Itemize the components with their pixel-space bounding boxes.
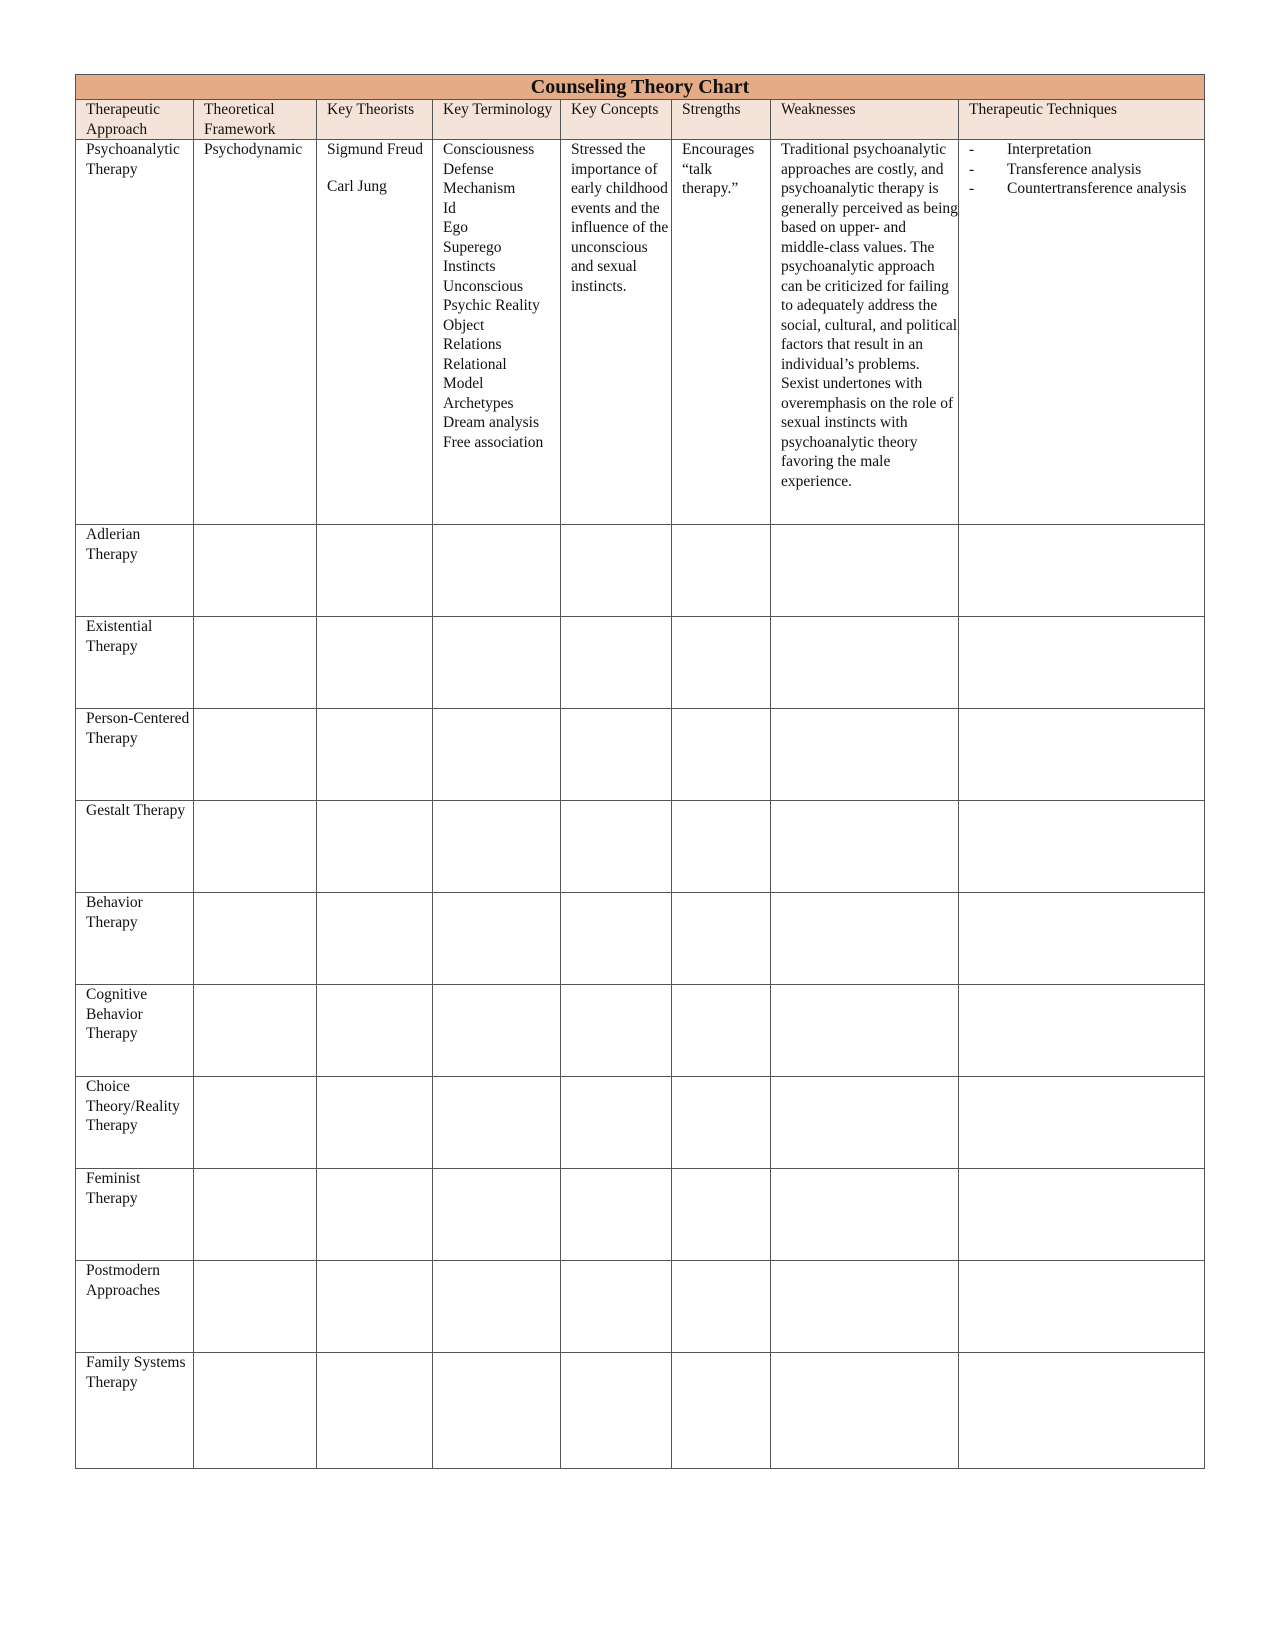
terminology-list: Consciousness Defense Mechanism Id Ego Superego Instincts Unconscious Psychic Reality Object Relations Relational Model Archetypes Dream analysis Free association: [443, 141, 544, 451]
empty-cell[interactable]: [959, 985, 1205, 1077]
header-therapeutic-techniques: Therapeutic Techniques: [959, 100, 1205, 140]
empty-cell[interactable]: [317, 709, 433, 801]
empty-cell[interactable]: [317, 617, 433, 709]
empty-cell[interactable]: [561, 617, 672, 709]
empty-cell[interactable]: [959, 893, 1205, 985]
empty-cell[interactable]: [194, 1353, 317, 1469]
approach-cell: Person-Centered Therapy: [76, 709, 194, 801]
empty-cell[interactable]: [771, 985, 959, 1077]
empty-cell[interactable]: [317, 985, 433, 1077]
empty-cell[interactable]: [194, 1077, 317, 1169]
table-row: [76, 801, 1205, 893]
framework-cell: Psychodynamic: [194, 140, 317, 525]
table-row: [76, 1353, 1205, 1469]
approach-cell: Gestalt Therapy: [76, 801, 194, 893]
empty-cell[interactable]: [433, 1077, 561, 1169]
empty-cell[interactable]: [672, 525, 771, 617]
empty-cell[interactable]: [433, 1169, 561, 1261]
approach-cell: Existential Therapy: [76, 617, 194, 709]
empty-cell[interactable]: [194, 893, 317, 985]
header-key-theorists: Key Theorists: [317, 100, 433, 140]
header-therapeutic-approach: Therapeutic Approach: [76, 100, 194, 140]
empty-cell[interactable]: [194, 985, 317, 1077]
empty-cell[interactable]: [317, 1261, 433, 1353]
table-title: Counseling Theory Chart: [76, 75, 1205, 100]
empty-cell[interactable]: [672, 1261, 771, 1353]
empty-cell[interactable]: [433, 1353, 561, 1469]
empty-cell[interactable]: [771, 709, 959, 801]
techniques-cell: [959, 140, 1205, 525]
empty-cell[interactable]: [672, 617, 771, 709]
empty-cell[interactable]: [771, 893, 959, 985]
table-row: [76, 140, 1205, 525]
empty-cell[interactable]: [959, 1169, 1205, 1261]
empty-cell[interactable]: [561, 893, 672, 985]
concepts-cell: Stressed the importance of early childhood events and the influence of the unconscious and sexual instincts.: [561, 140, 672, 525]
technique-item: - Countertransference analysis: [969, 179, 1204, 199]
empty-cell[interactable]: [771, 617, 959, 709]
approach-cell: Family Systems Therapy: [76, 1353, 194, 1469]
empty-cell[interactable]: [317, 893, 433, 985]
empty-cell[interactable]: [771, 1169, 959, 1261]
approach-cell: Postmodern Approaches: [76, 1261, 194, 1353]
empty-cell[interactable]: [317, 1169, 433, 1261]
header-weaknesses: Weaknesses: [771, 100, 959, 140]
approach-cell: Adlerian Therapy: [76, 525, 194, 617]
technique-item: - Transference analysis: [969, 160, 1204, 180]
empty-cell[interactable]: [561, 1261, 672, 1353]
empty-cell[interactable]: [433, 1261, 561, 1353]
empty-cell[interactable]: [194, 709, 317, 801]
weaknesses-cell: Traditional psychoanalytic approaches are costly, and psychoanalytic therapy is generally perceived as being based on upper- and middle-class values. The psychoanalytic approach can be criticized for failing to adequately address the social, cultural, and political factors that result in an individual’s problems. Sexist undertones with overemphasis on the role of sexual instincts with psychoanalytic theory favoring the male experience.: [771, 140, 959, 525]
table-row: [76, 525, 1205, 617]
empty-cell[interactable]: [194, 1261, 317, 1353]
strengths-cell: Encourages “talk therapy.”: [672, 140, 771, 525]
empty-cell[interactable]: [672, 801, 771, 893]
table-row: [76, 985, 1205, 1077]
terminology-cell: [433, 140, 561, 525]
empty-cell[interactable]: [433, 525, 561, 617]
empty-cell[interactable]: [433, 893, 561, 985]
techniques-list: [969, 140, 1204, 199]
empty-cell[interactable]: [672, 985, 771, 1077]
theorist-name: Carl Jung: [327, 177, 387, 195]
header-key-concepts: Key Concepts: [561, 100, 672, 140]
approach-cell: Behavior Therapy: [76, 893, 194, 985]
empty-cell[interactable]: [672, 893, 771, 985]
empty-cell[interactable]: [194, 801, 317, 893]
empty-cell[interactable]: [672, 1077, 771, 1169]
empty-cell[interactable]: [771, 1261, 959, 1353]
header-key-terminology: Key Terminology: [433, 100, 561, 140]
empty-cell[interactable]: [672, 1169, 771, 1261]
approach-cell: Cognitive Behavior Therapy: [76, 985, 194, 1077]
empty-cell[interactable]: [433, 617, 561, 709]
empty-cell[interactable]: [672, 709, 771, 801]
empty-cell[interactable]: [561, 801, 672, 893]
empty-cell[interactable]: [433, 801, 561, 893]
empty-cell[interactable]: [959, 617, 1205, 709]
empty-cell[interactable]: [771, 525, 959, 617]
empty-cell[interactable]: [959, 801, 1205, 893]
empty-cell[interactable]: [561, 709, 672, 801]
empty-cell[interactable]: [433, 985, 561, 1077]
theorists-cell: [317, 140, 433, 525]
header-theoretical-framework: Theoretical Framework: [194, 100, 317, 140]
empty-cell[interactable]: [959, 525, 1205, 617]
header-strengths: Strengths: [672, 100, 771, 140]
empty-cell[interactable]: [771, 1353, 959, 1469]
table-row: [76, 1261, 1205, 1353]
empty-cell[interactable]: [194, 617, 317, 709]
empty-cell[interactable]: [194, 525, 317, 617]
empty-cell[interactable]: [194, 1169, 317, 1261]
approach-cell: Choice Theory/Reality Therapy: [76, 1077, 194, 1169]
empty-cell[interactable]: [771, 801, 959, 893]
technique-item: - Interpretation: [969, 140, 1204, 160]
empty-cell[interactable]: [561, 1077, 672, 1169]
table-row: [76, 709, 1205, 801]
theorist-name: Sigmund Freud: [327, 141, 424, 158]
empty-cell[interactable]: [771, 1077, 959, 1169]
empty-cell[interactable]: [561, 525, 672, 617]
table-row: [76, 1077, 1205, 1169]
empty-cell[interactable]: [317, 801, 433, 893]
empty-cell[interactable]: [317, 1077, 433, 1169]
approach-cell: Psychoanalytic Therapy: [76, 140, 194, 525]
approach-cell: Feminist Therapy: [76, 1169, 194, 1261]
empty-cell[interactable]: [959, 1077, 1205, 1169]
empty-cell[interactable]: [959, 1261, 1205, 1353]
empty-cell[interactable]: [317, 1353, 433, 1469]
empty-cell[interactable]: [561, 1353, 672, 1469]
counseling-theory-table: [75, 74, 1205, 1469]
empty-cell[interactable]: [433, 709, 561, 801]
empty-cell[interactable]: [561, 985, 672, 1077]
empty-cell[interactable]: [959, 1353, 1205, 1469]
empty-cell[interactable]: [672, 1353, 771, 1469]
empty-cell[interactable]: [959, 709, 1205, 801]
table-row: [76, 1169, 1205, 1261]
table-row: [76, 617, 1205, 709]
empty-cell[interactable]: [317, 525, 433, 617]
table-row: [76, 893, 1205, 985]
empty-cell[interactable]: [561, 1169, 672, 1261]
